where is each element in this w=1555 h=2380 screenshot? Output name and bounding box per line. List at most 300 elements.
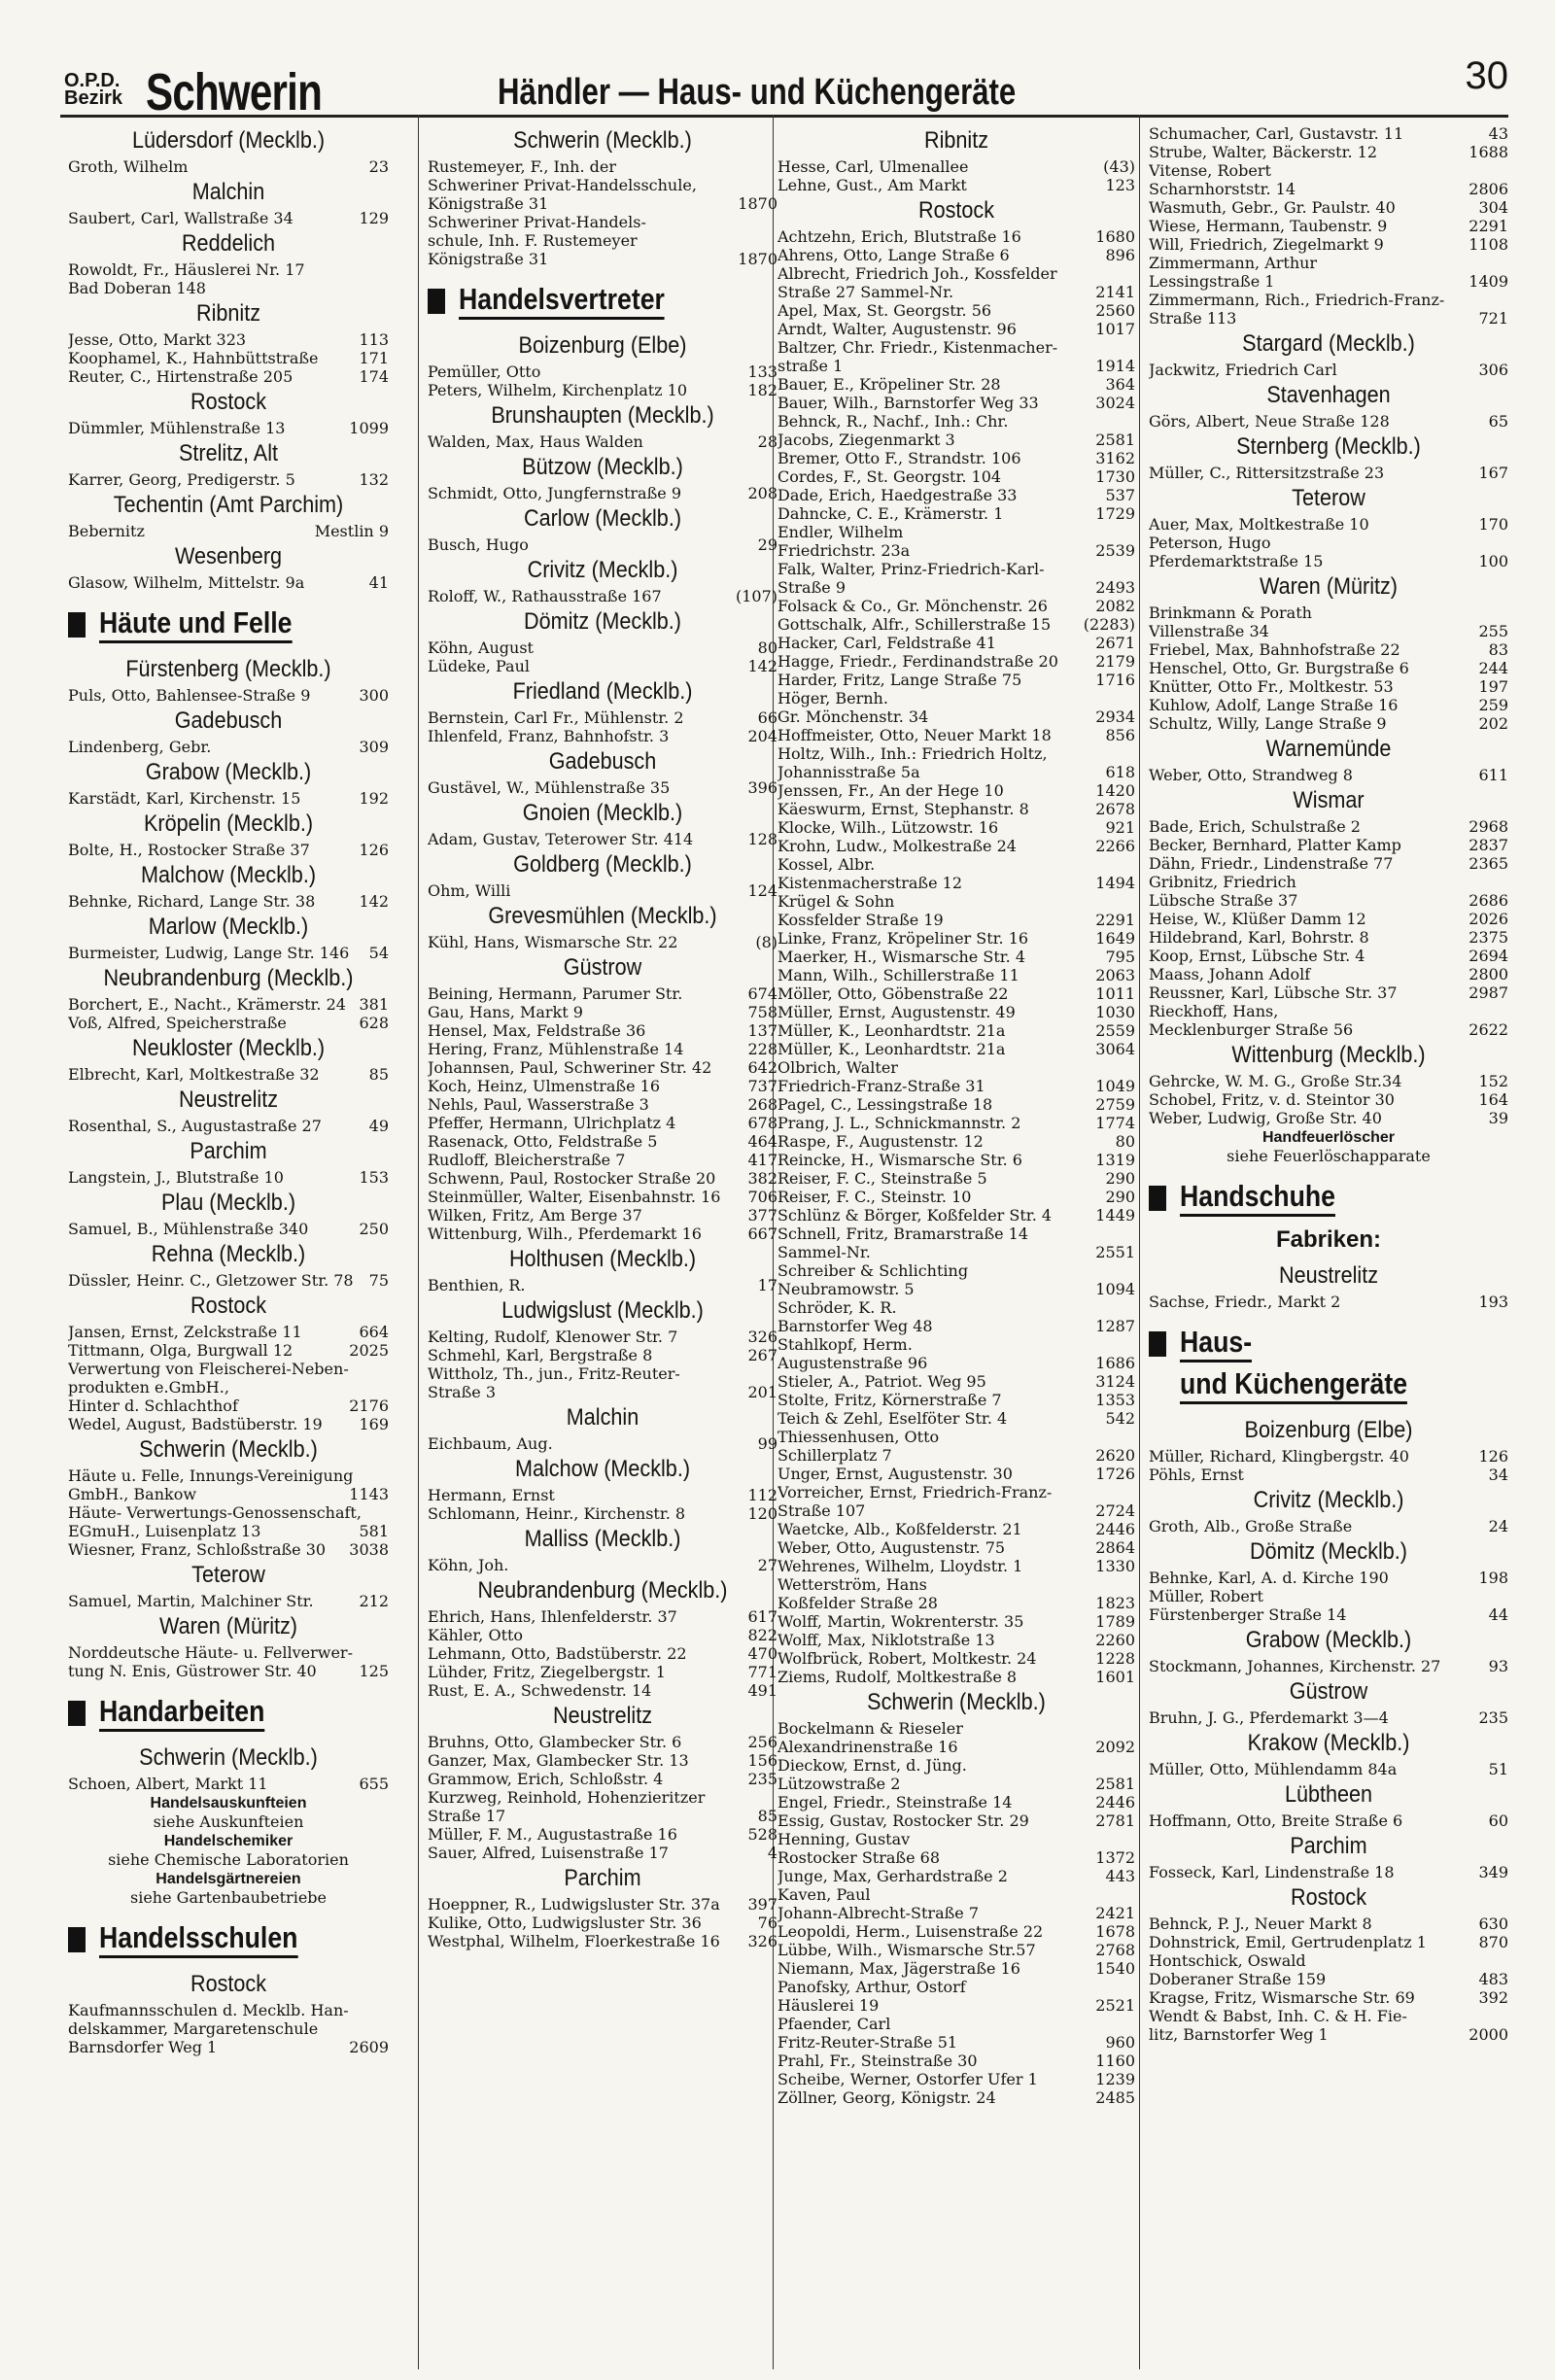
directory-entry (1149, 604, 1508, 622)
phone-number: 611 (1478, 766, 1508, 784)
phone-number: 132 (359, 470, 389, 489)
directory-entry (778, 560, 1135, 578)
directory-entry (68, 349, 389, 367)
phone-number: (2283) (1083, 615, 1135, 634)
phone-number: 2934 (1095, 707, 1135, 726)
entry-text: Kulike, Otto, Ludwigsluster Str. 36 (428, 1914, 702, 1932)
town-heading: Schwerin (Mecklb.) (513, 127, 692, 154)
directory-entry (428, 1021, 778, 1040)
entry-text: Linke, Franz, Kröpeliner Str. 16 (778, 929, 1029, 948)
directory-entry (778, 375, 1135, 394)
directory-entry (1149, 254, 1508, 272)
town-heading: Rostock (190, 389, 267, 415)
phone-number: 93 (1488, 1657, 1508, 1675)
phone-number: 85 (757, 1807, 778, 1825)
entry-text: Schweriner Privat-Handels- (428, 213, 646, 231)
entry-text: Straße 107 (778, 1501, 866, 1520)
directory-entry (428, 1383, 778, 1401)
entry-text: Fritz-Reuter-Straße 51 (778, 2033, 958, 2052)
entry-text: Pemüller, Otto (428, 362, 541, 381)
directory-entry (778, 615, 1135, 634)
directory-entry (778, 984, 1135, 1003)
town-heading: Rostock (190, 1293, 267, 1319)
directory-entry (1149, 515, 1508, 534)
opd-abbrev: O.P.D. (64, 70, 121, 91)
directory-entry (68, 470, 389, 489)
directory-entry (1149, 1587, 1508, 1605)
phone-number: 2694 (1469, 947, 1508, 965)
directory-entry (778, 652, 1135, 671)
town-heading: Ribnitz (923, 127, 989, 154)
town-heading: Waren (Müritz) (158, 1613, 298, 1639)
entry-text: Bebernitz (68, 522, 145, 540)
directory-entry (428, 1224, 778, 1243)
cross-reference-heading (68, 1793, 389, 1812)
directory-entry (1149, 714, 1508, 733)
entry-text: Johannisstraße 5a (778, 763, 920, 781)
entry-text: Stolte, Fritz, Körnerstraße 7 (778, 1391, 1002, 1409)
directory-entry (1149, 622, 1508, 640)
phone-number: 1030 (1095, 1003, 1135, 1021)
column-2 (428, 124, 778, 1950)
directory-entry (778, 1003, 1135, 1021)
entry-text: Gustävel, W., Mühlenstraße 35 (428, 778, 671, 797)
town-heading: Malchin (191, 179, 265, 205)
phone-number: 2375 (1469, 928, 1508, 947)
directory-entry (68, 260, 389, 279)
directory-entry (778, 929, 1135, 948)
phone-number: 2800 (1469, 965, 1508, 983)
phone-number: 2837 (1469, 836, 1508, 854)
entry-text: tung N. Enis, Güstrower Str. 40 (68, 1662, 317, 1680)
entry-text: Henschel, Otto, Gr. Burgstraße 6 (1149, 659, 1409, 677)
entry-text: Müller, Robert (1149, 1587, 1263, 1605)
phone-number: 192 (359, 789, 389, 808)
entry-text: Wittholz, Th., jun., Fritz-Reuter- (428, 1364, 680, 1383)
phone-number: 198 (1478, 1569, 1508, 1587)
directory-entry (68, 1323, 389, 1341)
phone-number: 1108 (1469, 235, 1508, 254)
town-heading: Teterow (191, 1562, 265, 1588)
directory-entry (428, 657, 778, 675)
entry-text: Behnke, Richard, Lange Str. 38 (68, 892, 316, 911)
directory-entry (1149, 1760, 1508, 1778)
directory-entry (1149, 1863, 1508, 1881)
entry-text: Hering, Franz, Mühlenstraße 14 (428, 1040, 684, 1058)
phone-number: 120 (747, 1504, 778, 1523)
phone-number: 2365 (1469, 854, 1508, 873)
phone-number: 2581 (1095, 1775, 1135, 1793)
directory-entry (68, 157, 389, 176)
entry-text: Dohnstrick, Emil, Gertrudenplatz 1 (1149, 1933, 1427, 1951)
entry-text: Kossel, Albr. (778, 855, 876, 874)
town-heading: Gadebusch (548, 748, 657, 775)
phone-number: 4 (767, 1844, 778, 1862)
phone-number: 2622 (1469, 1020, 1508, 1039)
entry-text: Arndt, Walter, Augustenstr. 96 (778, 320, 1017, 338)
directory-entry (1149, 272, 1508, 291)
directory-entry (68, 1775, 389, 1793)
entry-text: Schreiber & Schlichting (778, 1261, 969, 1280)
town-heading: Wesenberg (174, 543, 283, 569)
directory-entry (428, 1095, 778, 1114)
phone-number: 212 (359, 1592, 389, 1610)
directory-entry (1149, 1811, 1508, 1830)
entry-text: Dümmler, Mühlenstraße 13 (68, 419, 286, 437)
entry-text: Panofsky, Arthur, Ostorf (778, 1978, 966, 1996)
town-heading: Marlow (Mecklb.) (148, 914, 309, 940)
directory-entry (428, 881, 778, 900)
town-heading: Parchim (564, 1865, 641, 1891)
phone-number: 1649 (1095, 929, 1135, 948)
entry-text: Alexandrinenstraße 16 (778, 1738, 958, 1756)
section-heading (428, 282, 778, 320)
entry-text: Westphal, Wilhelm, Floerkestraße 16 (428, 1932, 720, 1950)
phone-number: 128 (747, 830, 778, 848)
entry-text: Villenstraße 34 (1149, 622, 1269, 640)
directory-entry (1149, 1517, 1508, 1535)
entry-text: Hermann, Ernst (428, 1486, 555, 1504)
directory-entry (1149, 180, 1508, 198)
directory-entry (1149, 1657, 1508, 1675)
entry-text: Junge, Max, Gerhardstraße 2 (778, 1867, 1008, 1885)
phone-number: 870 (1478, 1933, 1508, 1951)
phone-number: 28 (757, 432, 778, 451)
directory-entry (1149, 1072, 1508, 1090)
directory-entry (778, 1501, 1135, 1520)
entry-text: Görs, Albert, Neue Straße 128 (1149, 412, 1390, 431)
directory-entry (778, 1224, 1135, 1243)
entry-text: Rosenthal, S., Augustastraße 27 (68, 1117, 322, 1135)
directory-entry (1149, 965, 1508, 983)
phone-number: 1601 (1095, 1668, 1135, 1686)
phone-number: 1870 (738, 250, 778, 268)
directory-entry (778, 264, 1135, 283)
directory-entry (1149, 464, 1508, 482)
phone-number: 3038 (349, 1540, 389, 1559)
directory-entry (428, 1077, 778, 1095)
entry-text: Dähn, Friedr., Lindenstraße 77 (1149, 854, 1394, 873)
entry-text: Müller, K., Leonhardtstr. 21a (778, 1040, 1006, 1058)
town-heading: Reddelich (181, 230, 276, 257)
entry-text: Gribnitz, Friedrich (1149, 873, 1296, 891)
phone-number: 483 (1478, 1970, 1508, 1988)
phone-number: 2620 (1095, 1446, 1135, 1465)
directory-entry (1149, 534, 1508, 552)
phone-number: 1678 (1095, 1922, 1135, 1941)
section-heading (68, 1920, 389, 1958)
phone-number: 51 (1488, 1760, 1508, 1778)
directory-entry (1149, 836, 1508, 854)
directory-entry (778, 504, 1135, 523)
entry-text: Becker, Bernhard, Platter Kamp (1149, 836, 1401, 854)
subheading: Fabriken: (1275, 1226, 1382, 1253)
phone-number: 464 (747, 1132, 778, 1151)
town-heading: Lübtheen (1284, 1781, 1373, 1808)
directory-entry (1149, 2007, 1508, 2025)
entry-text: Prang, J. L., Schnickmannstr. 2 (778, 1114, 1021, 1132)
directory-entry (778, 486, 1135, 504)
phone-number: 628 (359, 1014, 389, 1032)
directory-entry (778, 948, 1135, 966)
phone-number: 1680 (1095, 227, 1135, 246)
entry-text: Schoen, Albert, Markt 11 (68, 1775, 268, 1793)
entry-text: Vitense, Robert (1149, 161, 1271, 180)
directory-entry (68, 892, 389, 911)
town-heading: Malchow (Mecklb.) (514, 1456, 691, 1482)
entry-text: produkten e.GmbH., (68, 1378, 229, 1397)
directory-entry (778, 837, 1135, 855)
town-heading: Parchim (190, 1138, 267, 1164)
phone-number: 655 (359, 1775, 389, 1793)
directory-entry (778, 1206, 1135, 1224)
phone-number: 137 (747, 1021, 778, 1040)
phone-number: 396 (747, 778, 778, 797)
entry-text: Schlomann, Heinr., Kirchenstr. 8 (428, 1504, 686, 1523)
entry-text: Jesse, Otto, Markt 323 (68, 330, 247, 349)
entry-text: Kühl, Hans, Wismarsche Str. 22 (428, 933, 678, 951)
entry-text: Straße 113 (1149, 309, 1237, 328)
directory-entry (778, 1594, 1135, 1612)
entry-text: Kragse, Fritz, Wismarsche Str. 69 (1149, 1988, 1415, 2007)
directory-entry (778, 1243, 1135, 1261)
cross-reference-heading (1149, 1127, 1508, 1147)
entry-text: Bauer, E., Kröpeliner Str. 28 (778, 375, 1001, 394)
entry-text: Klocke, Wilh., Lützowstr. 16 (778, 818, 999, 837)
entry-text: Zimmermann, Rich., Friedrich-Franz- (1149, 291, 1445, 309)
entry-text: Karrer, Georg, Predigerstr. 5 (68, 470, 295, 489)
directory-entry (428, 830, 778, 848)
directory-entry (428, 1486, 778, 1504)
entry-text: Will, Friedrich, Ziegelmarkt 9 (1149, 235, 1384, 254)
directory-entry (428, 1770, 778, 1788)
phone-number: 2609 (349, 2038, 389, 2056)
entry-text: Häuslerei 19 (778, 1996, 880, 2015)
entry-text: litz, Barnstorfer Weg 1 (1149, 2025, 1329, 2044)
directory-entry (1149, 947, 1508, 965)
phone-number: 44 (1488, 1605, 1508, 1624)
town-heading: Warnemünde (1265, 736, 1392, 762)
phone-number: 678 (747, 1114, 778, 1132)
phone-number: 2291 (1469, 217, 1508, 235)
entry-text: Pagel, C., Lessingstraße 18 (778, 1095, 993, 1114)
directory-entry (428, 231, 778, 250)
phone-number: 250 (359, 1220, 389, 1238)
entry-text: straße 1 (778, 357, 844, 375)
phone-number: 1789 (1095, 1612, 1135, 1631)
phone-number: 142 (747, 657, 778, 675)
phone-number: 1353 (1095, 1391, 1135, 1409)
entry-text: Essig, Gustav, Rostocker Str. 29 (778, 1811, 1029, 1830)
section-heading (68, 1694, 389, 1732)
phone-number: 1823 (1095, 1594, 1135, 1612)
directory-entry (1149, 552, 1508, 570)
phone-number: 2092 (1095, 1738, 1135, 1756)
entry-text: Falk, Walter, Prinz-Friedrich-Karl- (778, 560, 1045, 578)
section-marker (68, 612, 86, 638)
directory-entry (778, 431, 1135, 449)
directory-entry (68, 1662, 389, 1680)
section-title: Handelsvertreter (459, 282, 665, 320)
phone-number: 156 (747, 1751, 778, 1770)
phone-number: 1049 (1095, 1077, 1135, 1095)
directory-entry (428, 1788, 778, 1807)
directory-entry (1149, 1914, 1508, 1933)
cross-reference-title: Handfeuerlöscher (1261, 1129, 1396, 1146)
directory-entry (778, 1372, 1135, 1391)
phone-number: 133 (747, 362, 778, 381)
entry-text: Weber, Otto, Strandweg 8 (1149, 766, 1353, 784)
entry-text: Bolte, H., Rostocker Straße 37 (68, 841, 310, 859)
directory-entry (68, 944, 389, 962)
entry-text: Jackwitz, Friedrich Carl (1149, 361, 1337, 379)
directory-entry (778, 763, 1135, 781)
entry-text: Häute- Verwertungs-Genossenschaft, (68, 1503, 362, 1522)
entry-text: Wedel, August, Badstüberstr. 19 (68, 1415, 323, 1433)
entry-text: Lüdeke, Paul (428, 657, 530, 675)
town-heading: Crivitz (Mecklb.) (1253, 1487, 1404, 1513)
entry-text: Häute u. Felle, Innungs-Vereinigung (68, 1466, 354, 1485)
town-heading: Neubrandenburg (Mecklb.) (103, 965, 354, 991)
directory-entry (778, 1557, 1135, 1575)
entry-text: Hagge, Friedr., Ferdinandstraße 20 (778, 652, 1058, 671)
phone-number: 34 (1488, 1466, 1508, 1484)
entry-text: Walden, Max, Haus Walden (428, 432, 643, 451)
entry-text: Wendt & Babst, Inh. C. & H. Fie- (1149, 2007, 1407, 2025)
directory-entry (778, 1978, 1135, 1996)
directory-entry (428, 1504, 778, 1523)
directory-entry (1149, 309, 1508, 328)
town-heading: Gadebusch (174, 707, 283, 734)
entry-text: Albrecht, Friedrich Joh., Kossfelder (778, 264, 1057, 283)
directory-entry (428, 1663, 778, 1681)
directory-entry (778, 707, 1135, 726)
directory-entry (428, 587, 778, 605)
entry-text: Sammel-Nr. (778, 1243, 871, 1261)
directory-entry (778, 1151, 1135, 1169)
cross-reference-text: siehe Auskunfteien (153, 1812, 304, 1831)
bezirk-label: Bezirk (64, 87, 123, 109)
phone-number: 1686 (1095, 1354, 1135, 1372)
entry-text: Zöllner, Georg, Königstr. 24 (778, 2088, 996, 2107)
directory-entry (428, 727, 778, 745)
entry-text: Lehne, Gust., Am Markt (778, 176, 967, 194)
phone-number: 528 (747, 1825, 778, 1844)
directory-entry (778, 412, 1135, 431)
entry-text: Ohm, Willi (428, 881, 511, 900)
phone-number: 1239 (1095, 2070, 1135, 2088)
directory-entry (778, 1738, 1135, 1756)
phone-number: 2025 (349, 1341, 389, 1360)
entry-text: Samuel, Martin, Malchiner Str. (68, 1592, 314, 1610)
directory-entry (778, 2015, 1135, 2033)
directory-entry (1149, 1708, 1508, 1727)
directory-entry (428, 381, 778, 399)
phone-number: 171 (359, 349, 389, 367)
entry-text: Ahrens, Otto, Lange Straße 6 (778, 246, 1010, 264)
entry-text: EGmuH., Luisenplatz 13 (68, 1522, 261, 1540)
phone-number: 642 (747, 1058, 778, 1077)
town-heading: Plau (Mecklb.) (160, 1190, 296, 1216)
phone-number: 129 (359, 209, 389, 227)
directory-entry (428, 933, 778, 951)
directory-entry (428, 1681, 778, 1700)
entry-text: Langstein, J., Blutstraße 10 (68, 1168, 284, 1187)
phone-number: 2421 (1095, 1904, 1135, 1922)
entry-text: Müller, Ernst, Augustenstr. 49 (778, 1003, 1016, 1021)
entry-text: Hinter d. Schlachthof (68, 1397, 238, 1415)
directory-entry (1149, 235, 1508, 254)
entry-text: Barnstorfer Weg 48 (778, 1317, 933, 1335)
phone-number: 182 (747, 381, 778, 399)
directory-entry (428, 1003, 778, 1021)
entry-text: Dahncke, C. E., Krämerstr. 1 (778, 504, 1004, 523)
cross-reference-title: Handelsgärtnereien (156, 1871, 301, 1887)
phone-number: 758 (747, 1003, 778, 1021)
directory-entry (68, 279, 389, 297)
directory-entry (68, 686, 389, 705)
directory-entry (1149, 412, 1508, 431)
directory-entry (778, 301, 1135, 320)
directory-entry (778, 874, 1135, 892)
entry-text: Wolff, Max, Niklotstraße 13 (778, 1631, 995, 1649)
section-title: und Küchengeräte (1180, 1366, 1407, 1404)
cross-reference-text: siehe Chemische Laboratorien (108, 1850, 349, 1869)
entry-text: Holtz, Wilh., Inh.: Friedrich Holtz, (778, 744, 1048, 763)
directory-entry (778, 818, 1135, 837)
entry-text: Wolfbrück, Robert, Moltkestr. 24 (778, 1649, 1037, 1668)
entry-text: Unger, Ernst, Augustenstr. 30 (778, 1465, 1013, 1483)
phone-number: 2559 (1095, 1021, 1135, 1040)
phone-number: 2063 (1095, 966, 1135, 984)
town-heading: Krakow (Mecklb.) (1247, 1730, 1410, 1756)
entry-text: Käeswurm, Ernst, Stephanstr. 8 (778, 800, 1029, 818)
phone-number: 664 (359, 1323, 389, 1341)
entry-text: Möller, Otto, Göbenstraße 22 (778, 984, 1009, 1003)
entry-text: Augustenstraße 96 (778, 1354, 928, 1372)
phone-number: 2759 (1095, 1095, 1135, 1114)
entry-text: Eichbaum, Aug. (428, 1434, 553, 1453)
directory-entry (1149, 1293, 1508, 1311)
phone-number: 921 (1105, 818, 1135, 837)
phone-number: 377 (747, 1206, 778, 1224)
entry-text: Hesse, Carl, Ulmenallee (778, 157, 969, 176)
directory-entry (778, 1095, 1135, 1114)
town-heading: Wismar (1293, 787, 1365, 813)
directory-entry (778, 1904, 1135, 1922)
directory-entry (778, 1280, 1135, 1298)
phone-number: 2485 (1095, 2088, 1135, 2107)
entry-text: Barnsdorfer Weg 1 (68, 2038, 218, 2056)
phone-number: 75 (368, 1271, 389, 1290)
directory-entry (778, 1298, 1135, 1317)
entry-text: Friebel, Max, Bahnhofstraße 22 (1149, 640, 1400, 659)
entry-text: Wolff, Martin, Wokrenterstr. 35 (778, 1612, 1024, 1631)
entry-text: Koch, Heinz, Ulmenstraße 16 (428, 1077, 661, 1095)
phone-number: 537 (1105, 486, 1135, 504)
directory-entry (778, 1335, 1135, 1354)
entry-text: Weber, Otto, Augustenstr. 75 (778, 1538, 1006, 1557)
entry-text: Hontschick, Oswald (1149, 1951, 1306, 1970)
phone-number: 326 (747, 1328, 778, 1346)
entry-text: Reussner, Karl, Lübsche Str. 37 (1149, 983, 1398, 1002)
entry-text: Bremer, Otto F., Strandstr. 106 (778, 449, 1021, 467)
entry-text: Straße 17 (428, 1807, 506, 1825)
phone-number: 1094 (1095, 1280, 1135, 1298)
town-heading: Friedland (Mecklb.) (512, 678, 693, 705)
entry-text: Stieler, A., Patriot. Weg 95 (778, 1372, 986, 1391)
entry-text: Schwenn, Paul, Rostocker Straße 20 (428, 1169, 716, 1188)
